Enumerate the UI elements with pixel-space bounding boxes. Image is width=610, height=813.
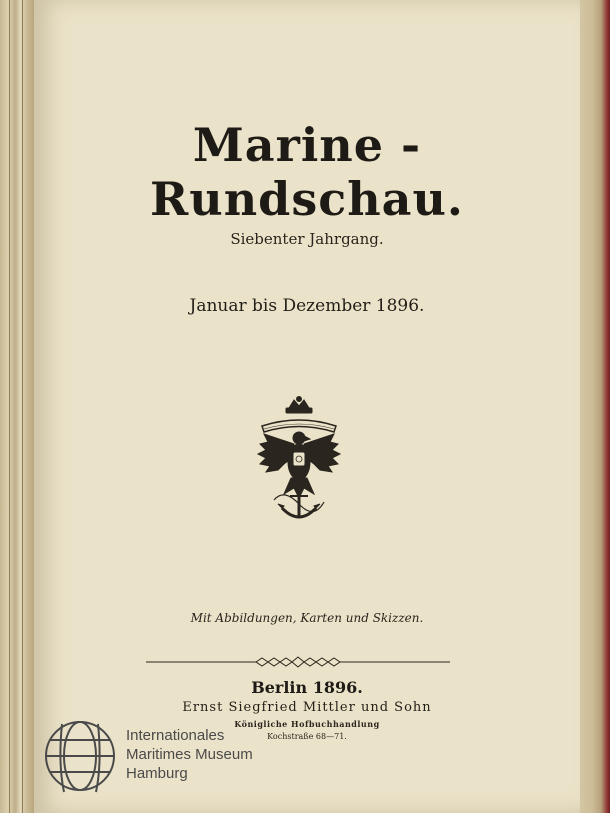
binding-crease [22, 0, 23, 813]
volume-subtitle: Siebenter Jahrgang. [230, 230, 384, 248]
museum-watermark [38, 714, 278, 798]
ship-globe-logo-icon [38, 714, 122, 798]
watermark-line3: Hamburg [126, 765, 188, 782]
publisher-title: Königliche Hofbuchhandlung [234, 719, 380, 729]
binding-crease [9, 0, 10, 813]
imprint-city-year: Berlin 1896. [251, 678, 363, 697]
ornamental-rule-icon [146, 652, 450, 672]
illustrations-note: Mit Abbildungen, Karten und Skizzen. [190, 611, 424, 625]
date-range: Januar bis Dezember 1896. [189, 296, 425, 316]
publisher-name: Ernst Siegfried Mittler und Sohn [182, 700, 432, 715]
book-title: Marine - Rundschau. [150, 118, 464, 226]
book-binding [0, 0, 34, 813]
page-edge [580, 0, 610, 813]
watermark-line2: Maritimes Museum [126, 746, 253, 763]
watermark-line1: Internationales [126, 727, 225, 744]
eagle-crest-icon [254, 396, 344, 526]
publisher-address: Kochstraße 68—71. [267, 732, 347, 741]
